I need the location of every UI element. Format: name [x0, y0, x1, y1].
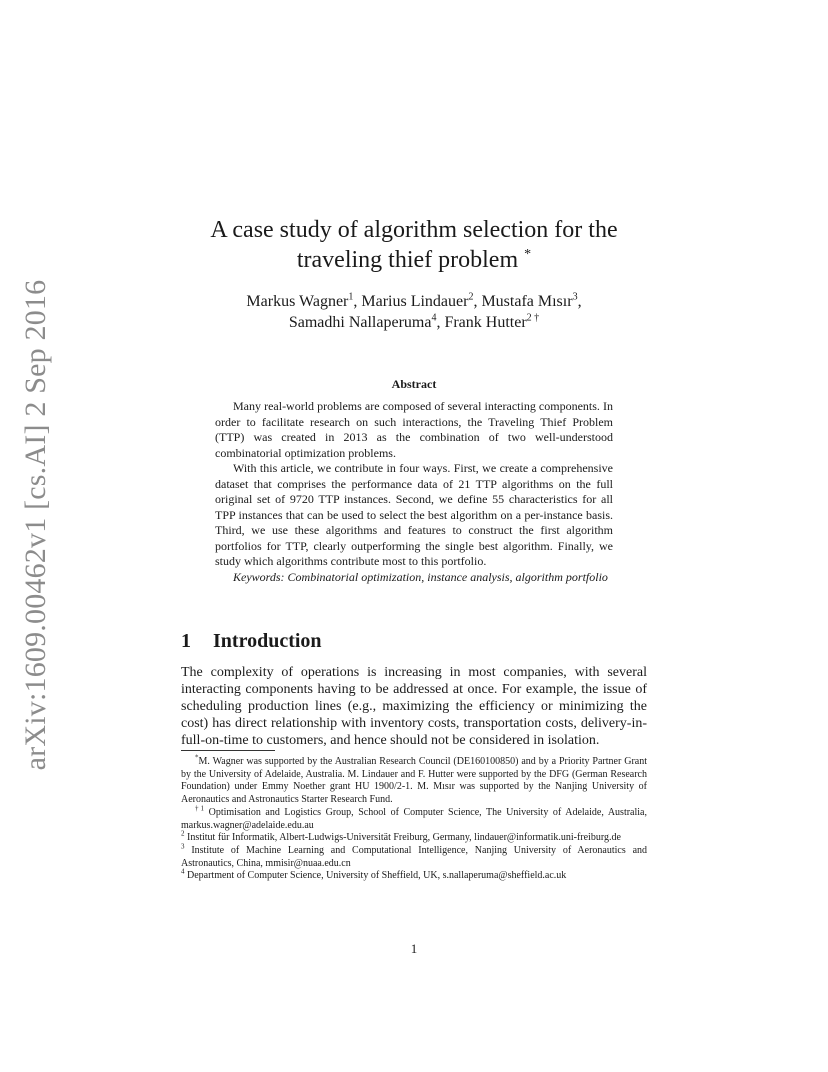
section-number: 1 [181, 630, 191, 652]
footnote-mark: 3 [181, 842, 185, 851]
author-name: Mustafa Mısır [481, 293, 573, 310]
footnote-mark: 4 [181, 868, 185, 876]
author-name: Marius Lindauer [361, 293, 469, 310]
introduction-paragraph: The complexity of operations is increasing in most companies, with several interacting components having to be addressed at once. For example, the issue of scheduling production lines (e.g., maximizing the efficiency or minimizing the cost) has direct relationship with inventory costs, transportation costs, delivery-in-full-on-time to customers, and hence should not be considered in isolation. [181, 665, 647, 748]
footnote-text: Department of Computer Science, University of Sheffield, UK, s.nallaperuma@sheffield.ac.uk [187, 870, 567, 882]
footnote-text: M. Wagner was supported by the Australian Research Council (DE160100850) and by a Priority Partner Grant by the University of Adelaide, Australia. M. Lindauer and F. Hutter were supported by the DFG (German Research Foundation) under Emmy Noether grant HU 1900/2-1. M. Mısır was supported by the Nanjing University of Aeronautics and Astronautics Starter Research Fund. [181, 756, 647, 806]
footnote-rule [181, 750, 275, 751]
footnote-funding [181, 753, 647, 807]
title-line-2-text: traveling thief problem [296, 247, 519, 273]
footnote-text: Institut für Informatik, Albert-Ludwigs-Universität Freiburg, Germany, lindauer@informatik.uni-freiburg.de [187, 832, 621, 844]
author-affiliation-mark: 4 [431, 312, 437, 324]
author-affiliation-mark: 1 [348, 291, 354, 303]
abstract-paragraph-1: Many real-world problems are composed of several interacting components. In order to facilitate research on such interactions, the Traveling Thief Problem (TTP) was created in 2013 as the combination of two well-understood combinatorial optimization problems. [215, 399, 613, 460]
footnote-mark: * [195, 753, 199, 762]
footnote-affiliation-3 [181, 842, 648, 870]
paper-title [0, 215, 828, 275]
page-number: 1 [410, 941, 418, 956]
section-heading [181, 630, 322, 653]
abstract-heading: Abstract [391, 377, 437, 391]
title-line-1: A case study of algorithm selection for the [210, 217, 618, 243]
footnote-text: Institute of Machine Learning and Computational Intelligence, Nanjing University of Aeronautics and Astronautics, China, mmisir@nuaa.edu.cn [181, 844, 648, 869]
footnote-affiliation-4 [181, 870, 647, 883]
footnote-text: Optimisation and Logistics Group, School of Computer Science, The University of Adelaide, Australia, markus.wagner@adelaide.edu.au [181, 806, 647, 831]
footnote-mark: †1 [195, 804, 205, 813]
footnotes [181, 753, 648, 883]
author-name: Samadhi Nallaperuma [288, 314, 432, 331]
footnote-mark: 2 [181, 829, 185, 838]
author-line-2 [0, 312, 828, 333]
author-affiliation-mark: 2 † [526, 312, 540, 324]
author-name: Frank Hutter [444, 314, 527, 331]
section-title: Introduction [213, 630, 322, 652]
title-line-2 [0, 245, 828, 275]
footnote-affiliation-1 [181, 804, 647, 832]
author-affiliation-mark: 2 [468, 291, 474, 303]
author-separator: , [577, 293, 582, 310]
abstract-paragraph-2: With this article, we contribute in four ways. First, we create a comprehensive dataset that comprises the performance data of 21 TTP algorithms on the full original set of 9720 TTP instances. Second, we define 55 characteristics for all TPP instances that can be used to select the best algorithm on a per-instance basis. Third, we use these algorithms and features to construct the first algorithm portfolios for TTP, clearly outperforming the single best algorithm. Finally, we study which algorithms contribute most to this portfolio. [215, 461, 613, 568]
author-name: Markus Wagner [246, 293, 349, 310]
author-affiliation-mark: 3 [572, 291, 578, 303]
abstract-keywords: Keywords: Combinatorial optimization, instance analysis, algorithm portfolio [233, 569, 608, 584]
abstract-body [215, 399, 613, 585]
author-separator: , [353, 293, 362, 310]
title-footnote-mark: * [524, 247, 532, 262]
author-list [0, 291, 828, 333]
arxiv-identifier: arXiv:1609.00462v1 [cs.AI] 2 Sep 2016 [19, 279, 52, 771]
footnote-affiliation-2 [181, 829, 647, 845]
author-separator: , [436, 314, 445, 331]
author-separator: , [473, 293, 482, 310]
author-line-1 [0, 291, 828, 312]
